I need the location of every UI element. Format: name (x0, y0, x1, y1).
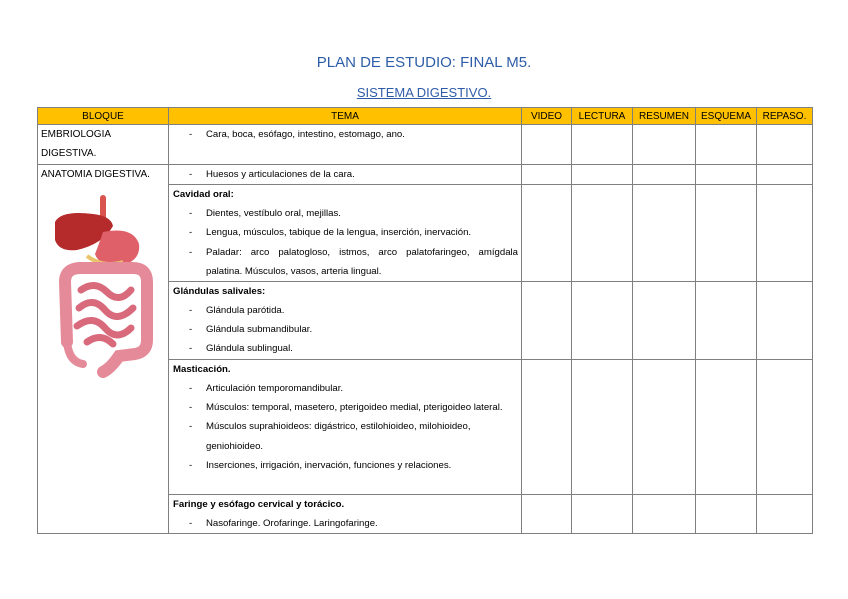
list-item: - Articulación temporomandibular. (173, 379, 518, 398)
tema-cell (169, 282, 522, 360)
header-repaso: REPASO. (757, 108, 813, 125)
list-item: - Inserciones, irrigación, inervación, funciones y relaciones. (173, 456, 518, 475)
check-cell[interactable] (572, 125, 633, 165)
check-cell[interactable] (522, 495, 572, 534)
check-cell[interactable] (522, 282, 572, 360)
check-cell[interactable] (757, 185, 813, 282)
tema-cell (169, 360, 522, 495)
check-cell[interactable] (633, 165, 696, 185)
study-plan-table (37, 107, 813, 534)
header-esquema: ESQUEMA (696, 108, 757, 125)
bloque-embriologia: EMBRIOLOGIA DIGESTIVA. (38, 125, 169, 165)
list-item: - Glándula submandibular. (173, 320, 518, 339)
tema-cell (169, 125, 522, 165)
check-cell[interactable] (633, 282, 696, 360)
list-item: - Nasofaringe. Orofaringe. Laringofaringe. (173, 514, 518, 533)
check-cell[interactable] (757, 282, 813, 360)
header-bloque: BLOQUE (38, 108, 169, 125)
section-heading: Masticación. (173, 364, 231, 376)
tema-cell (169, 495, 522, 534)
page-subtitle: SISTEMA DIGESTIVO. (356, 85, 492, 100)
tema-cell (169, 185, 522, 282)
check-cell[interactable] (757, 165, 813, 185)
check-cell[interactable] (522, 185, 572, 282)
header-tema: TEMA (169, 108, 522, 125)
header-resumen: RESUMEN (633, 108, 696, 125)
list-item: - Huesos y articulaciones de la cara. (173, 165, 518, 184)
check-cell[interactable] (696, 125, 757, 165)
list-item: - Cara, boca, esófago, intestino, estomago, ano. (173, 125, 518, 144)
check-cell[interactable] (696, 165, 757, 185)
check-cell[interactable] (757, 360, 813, 495)
bloque-anatomia (38, 165, 169, 534)
table-header-row (38, 108, 813, 125)
digestive-system-image (47, 192, 159, 382)
check-cell[interactable] (757, 495, 813, 534)
header-lectura: LECTURA (572, 108, 633, 125)
check-cell[interactable] (572, 282, 633, 360)
check-cell[interactable] (696, 282, 757, 360)
section-heading: Faringe y esófago cervical y torácico. (173, 499, 345, 511)
table-row (38, 165, 813, 185)
list-item: - Paladar: arco palatogloso, istmos, arco palatofaringeo, amígdala palatina. Músculos, vasos, arteria lingual. (173, 243, 518, 281)
section-heading: Glándulas salivales: (173, 286, 266, 298)
check-cell[interactable] (696, 495, 757, 534)
check-cell[interactable] (572, 165, 633, 185)
list-item: - Dientes, vestíbulo oral, mejillas. (173, 204, 518, 223)
check-cell[interactable] (572, 185, 633, 282)
check-cell[interactable] (522, 165, 572, 185)
tema-cell (169, 165, 522, 185)
list-item: - Glándula parótida. (173, 301, 518, 320)
list-item: - Músculos suprahioideos: digástrico, estilohioideo, milohioideo, geniohioideo. (173, 417, 518, 455)
check-cell[interactable] (696, 185, 757, 282)
check-cell[interactable] (633, 360, 696, 495)
check-cell[interactable] (696, 360, 757, 495)
check-cell[interactable] (757, 125, 813, 165)
table-row (38, 125, 813, 165)
check-cell[interactable] (522, 360, 572, 495)
list-item: - Glándula sublingual. (173, 339, 518, 358)
section-heading: Cavidad oral: (173, 189, 234, 201)
check-cell[interactable] (633, 125, 696, 165)
bloque-anatomia-label: ANATOMIA DIGESTIVA. (41, 169, 150, 180)
check-cell[interactable] (633, 495, 696, 534)
check-cell[interactable] (572, 495, 633, 534)
check-cell[interactable] (522, 125, 572, 165)
check-cell[interactable] (572, 360, 633, 495)
page-title: PLAN DE ESTUDIO: FINAL M5. (316, 54, 532, 71)
list-item: - Músculos: temporal, masetero, pterigoideo medial, pterigoideo lateral. (173, 398, 518, 417)
check-cell[interactable] (633, 185, 696, 282)
header-video: VIDEO (522, 108, 572, 125)
list-item: - Lengua, músculos, tabique de la lengua, inserción, inervación. (173, 223, 518, 242)
